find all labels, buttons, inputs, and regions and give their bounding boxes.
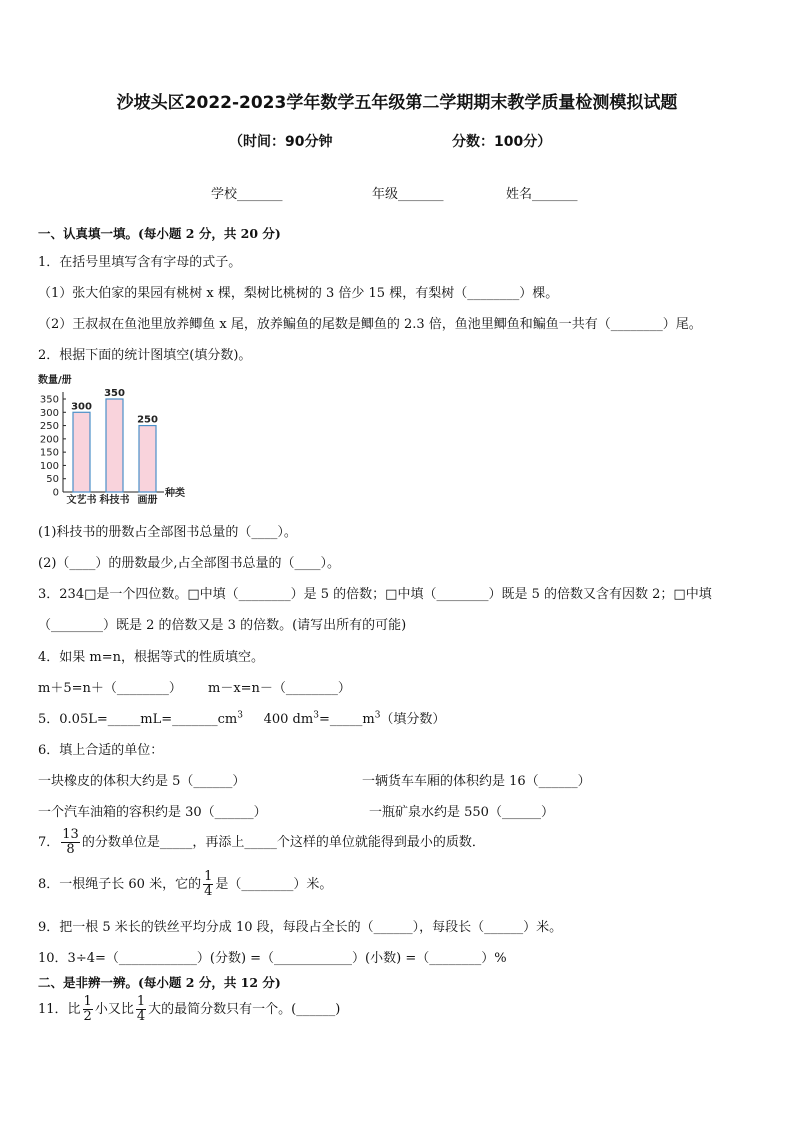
q2-part-b: (2)（____）的册数最少,占全部图书总量的（____）。	[38, 556, 341, 571]
q8-denominator: 4	[204, 884, 213, 899]
q11-denominator-2: 4	[136, 1009, 146, 1024]
y-tick-label: 150	[39, 447, 59, 459]
q3-line-1: 3．234□是一个四位数。□中填（________）是 5 的倍数；□中填（________）既是 5 的倍数又含有因数 2；□中填	[38, 587, 712, 602]
q5-part-4: （填分数）	[380, 712, 446, 727]
q7-denominator: 8	[66, 842, 75, 857]
q11-mid: 小又比	[94, 1002, 134, 1017]
name-field[interactable]: 姓名_______	[506, 187, 578, 202]
chart-xlabel: 种类	[165, 488, 185, 499]
q1-part-b: （2）王叔叔在鱼池里放养鲫鱼 x 尾，放养鳊鱼的尾数是鲫鱼的 2.3 倍，鱼池里鲫鱼和鳊鱼一共有（________）尾。	[38, 317, 702, 332]
y-tick-label: 100	[39, 460, 59, 472]
q7-fraction	[61, 828, 80, 857]
q3-line-2: （________）既是 2 的倍数又是 3 的倍数。(请写出所有的可能)	[38, 618, 407, 633]
chart-ylabel: 数量/册	[38, 375, 72, 386]
chart-yticks	[40, 395, 66, 499]
q6-part-d: 一瓶矿泉水约是 550（______）	[369, 805, 554, 820]
q5-part-1: 5．0.05L=_____mL=_______cm	[38, 712, 238, 727]
q5-sup-1: 3	[237, 710, 243, 721]
q11-denominator-1: 2	[83, 1009, 92, 1024]
book-bar-chart	[36, 370, 206, 508]
q2-stem: 2．根据下面的统计图填空(填分数)。	[38, 348, 252, 363]
y-tick-label: 0	[52, 487, 59, 499]
q11-prefix: 11．比	[38, 1002, 81, 1017]
exam-title: 沙坡头区2022-2023学年数学五年级第二学期期末教学质量检测模拟试题	[116, 93, 678, 113]
q5-part-3: =_____m	[318, 712, 375, 727]
q6-part-a: 一块橡皮的体积大约是 5（______）	[38, 774, 246, 789]
bar-value-label: 350	[104, 388, 125, 399]
q7-numerator: 13	[62, 827, 79, 842]
q11-text	[38, 995, 340, 1024]
q8-prefix: 8．一根绳子长 60 米，它的	[38, 877, 202, 892]
exam-score: 分数：100分）	[452, 134, 552, 150]
q7-prefix: 7．	[38, 835, 60, 850]
exam-time: （时间：90分钟	[229, 134, 333, 150]
category-label: 文艺书	[66, 495, 97, 506]
bar-2	[106, 399, 123, 492]
q11-fraction-1	[83, 995, 93, 1024]
section-2-heading: 二、是非辨一辨。(每小题 2 分，共 12 分)	[38, 975, 281, 990]
q8-numerator: 1	[204, 869, 213, 884]
section-1-heading: 一、认真填一填。(每小题 2 分，共 20 分)	[38, 226, 281, 241]
grade-field[interactable]: 年级_______	[372, 187, 444, 202]
y-tick-label: 350	[39, 394, 59, 406]
q1-stem: 1．在括号里填写含有字母的式子。	[38, 255, 242, 270]
q4-part-a: m＋5=n＋（________）	[38, 681, 182, 696]
q6-part-b: 一辆货车车厢的体积约是 16（______）	[362, 774, 591, 789]
q11-fraction-2	[136, 995, 146, 1024]
y-tick-label: 50	[46, 474, 59, 486]
q10-text: 10．3÷4=（____________）(分数) =（____________）(小数) =（________）%	[38, 951, 507, 966]
q5-text	[38, 708, 445, 727]
bar-1	[73, 412, 90, 492]
bar-3	[139, 426, 156, 492]
chart-bars	[67, 388, 158, 506]
y-tick-label: 250	[39, 421, 59, 433]
q8-rest: 是（________）米。	[215, 877, 333, 892]
q1-part-a: （1）张大伯家的果园有桃树 x 棵，梨树比桃树的 3 倍少 15 棵，有梨树（________）棵。	[38, 286, 559, 301]
q9-text: 9．把一根 5 米长的铁丝平均分成 10 段，每段占全长的（______），每段长（______）米。	[38, 920, 563, 935]
q6-part-c: 一个汽车油箱的容积约是 30（______）	[38, 805, 267, 820]
q7-text	[38, 828, 485, 857]
category-label: 科技书	[99, 495, 130, 506]
q8-fraction	[203, 870, 213, 899]
q11-numerator-1: 1	[83, 994, 92, 1009]
y-tick-label: 200	[39, 434, 59, 446]
q11-rest: 大的最简分数只有一个。(______)	[148, 1002, 341, 1017]
y-tick-label: 300	[39, 407, 59, 419]
q5-part-2: 400 dm	[263, 712, 314, 727]
q7-rest: 的分数单位是_____，再添上_____个这样的单位就能得到最小的质数．	[81, 835, 485, 850]
q11-numerator-2: 1	[136, 994, 146, 1009]
category-label: 画册	[137, 495, 158, 506]
q4-stem: 4．如果 m=n，根据等式的性质填空。	[38, 650, 264, 665]
q4-part-b: m－x=n－（________）	[208, 681, 351, 696]
q8-text	[38, 870, 332, 899]
q5-sup-2: 3	[313, 710, 319, 721]
q5-sup-3: 3	[374, 710, 381, 721]
school-field[interactable]: 学校_______	[211, 187, 283, 202]
bar-value-label: 250	[137, 414, 158, 426]
bar-value-label: 300	[71, 401, 92, 413]
q2-part-a: (1)科技书的册数占全部图书总量的（____）。	[38, 525, 297, 540]
q6-stem: 6．填上合适的单位：	[38, 743, 164, 758]
